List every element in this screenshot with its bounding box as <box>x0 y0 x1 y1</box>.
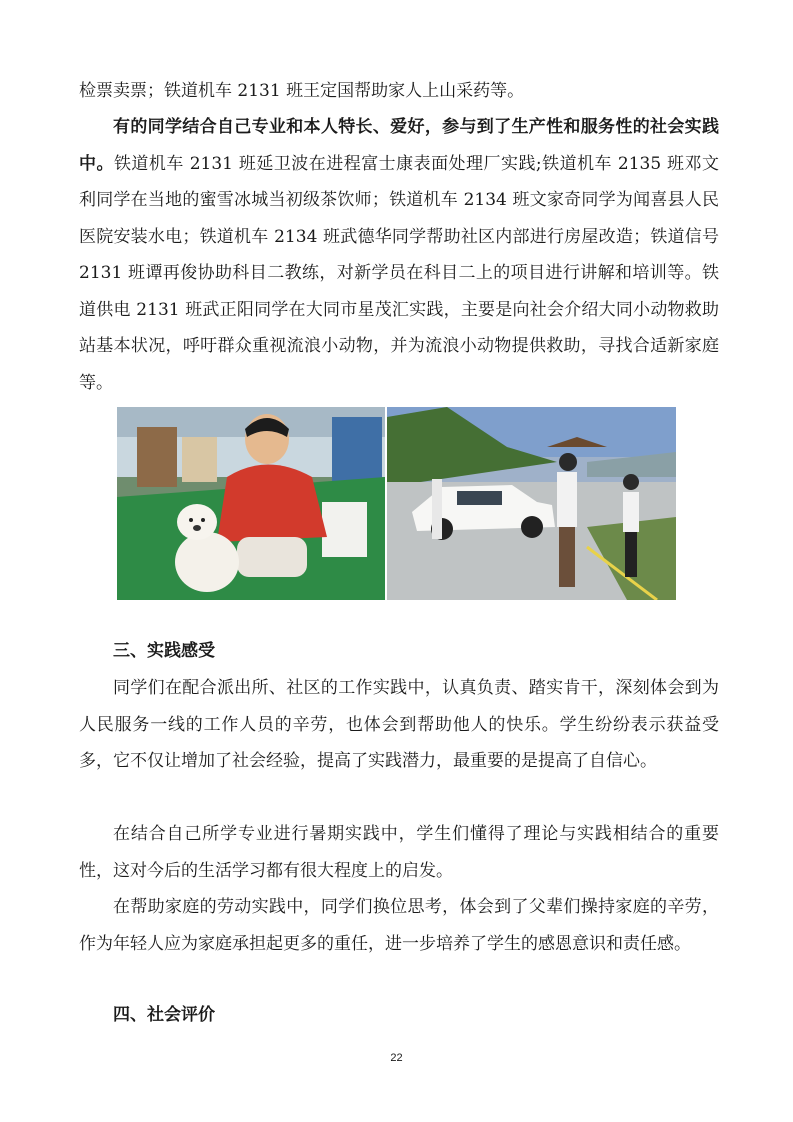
paragraph-2-bold-lead: 有的同学结合自己专业和本人特长、爱好，参与到了生产性和服务性的社会实践中。 <box>79 117 719 174</box>
paragraph-5: 在帮助家庭的劳动实践中，同学们换位思考，体会到了父辈们操持家庭的辛劳，作为年轻人应为家庭承担起更多的重任，进一步培养了学生的感恩意识和责任感。 <box>79 897 719 954</box>
paragraph-4: 在结合自己所学专业进行暑期实践中，学生们懂得了理论与实践相结合的重要性，这对今后的生活学习都有很大程度上的启发。 <box>79 824 719 881</box>
photo-driving-training <box>387 407 676 600</box>
paragraph-2 <box>79 109 719 401</box>
paragraph-2-body: 铁道机车 2131 班延卫波在进程富士康表面处理厂实践;铁道机车 2135 班邓文利同学在当地的蜜雪冰城当初级茶饮师；铁道机车 2134 班文家奇同学为闻喜县人民医院安装水电；铁道机车 2134 班武德华同学帮助社区内部进行房屋改造；铁道信号 2131 班谭再俊协助科目二教练，对新学员在科目二上的项目进行讲解和培训等。铁道供电 2131 班武正阳同学在大同市星茂汇实践，主要是向社会介绍大同小动物救助站基本状况，呼吁群众重视流浪小动物，并为流浪小动物提供救助，寻找合适新家庭等。 <box>79 153 719 393</box>
paragraph-3: 同学们在配合派出所、社区的工作实践中，认真负责、踏实肯干，深刻体会到为人民服务一线的工作人员的辛劳，也体会到帮助他人的快乐。学生纷纷表示获益受多，它不仅让增加了社会经验，提高了实践潜力，最重要的是提高了自信心。 <box>79 678 719 771</box>
section-heading-3: 三、实践感受 <box>113 641 215 661</box>
photo-volunteer-with-dog <box>117 407 385 600</box>
section-heading-4: 四、社会评价 <box>113 1005 215 1025</box>
page-number: 22 <box>390 1052 403 1064</box>
paragraph-1: 检票卖票；铁道机车 2131 班王定国帮助家人上山采药等。 <box>79 81 525 101</box>
